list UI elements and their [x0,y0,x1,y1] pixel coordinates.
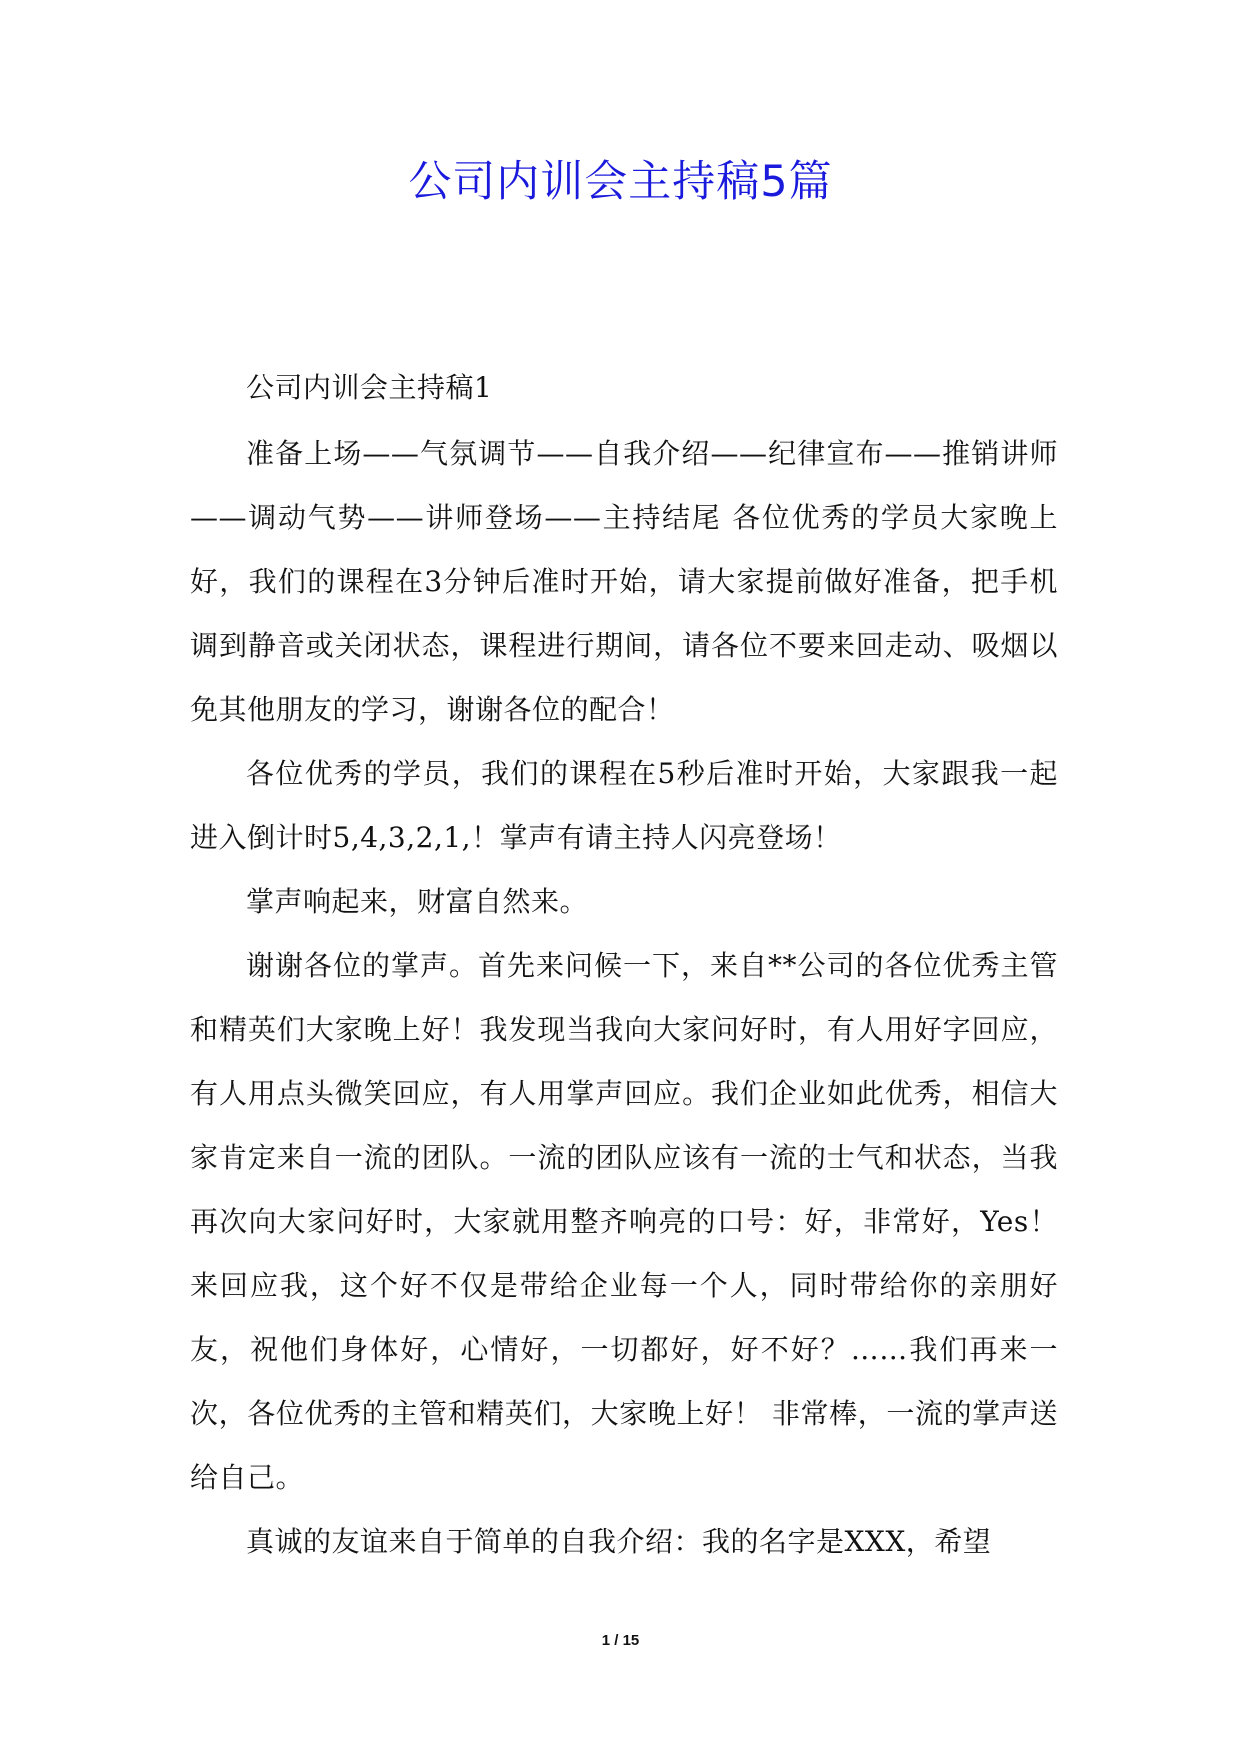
paragraph: 准备上场——气氛调节——自我介绍——纪律宣布——推销讲师——调动气势——讲师登场——主持结尾 各位优秀的学员大家晚上好，我们的课程在3分钟后准时开始，请大家提前做好准备，把手机调到静音或关闭状态，课程进行期间，请各位不要来回走动、吸烟以免其他朋友的学习，谢谢各位的配合！ [190,437,1058,726]
document-title: 公司内训会主持稿5篇 [408,157,833,207]
paragraph: 谢谢各位的掌声。首先来问候一下，来自**公司的各位优秀主管和精英们大家晚上好！我发现当我向大家问好时，有人用好字回应，有人用点头微笑回应，有人用掌声回应。我们企业如此优秀，相信大家肯定来自一流的团队。一流的团队应该有一流的士气和状态，当我再次向大家问好时，大家就用整齐响亮的口号：好，非常好，Yes！来回应我，这个好不仅是带给企业每一个人，同时带给你的亲朋好友，祝他们身体好，心情好，一切都好，好不好？……我们再来一次，各位优秀的主管和精英们，大家晚上好！ 非常棒，一流的掌声送给自己。 [190,949,1058,1494]
paragraph: 掌声响起来，财富自然来。 [246,885,589,918]
paragraph: 各位优秀的学员，我们的课程在5秒后准时开始，大家跟我一起进入倒计时5,4,3,2,1,！掌声有请主持人闪亮登场！ [190,757,1058,854]
paragraph: 真诚的友谊来自于简单的自我介绍：我的名字是XXX，希望 [246,1525,992,1558]
page-number: 1 / 15 [601,1632,640,1649]
document-body [190,356,1058,1574]
section-heading: 公司内训会主持稿1 [246,371,493,404]
